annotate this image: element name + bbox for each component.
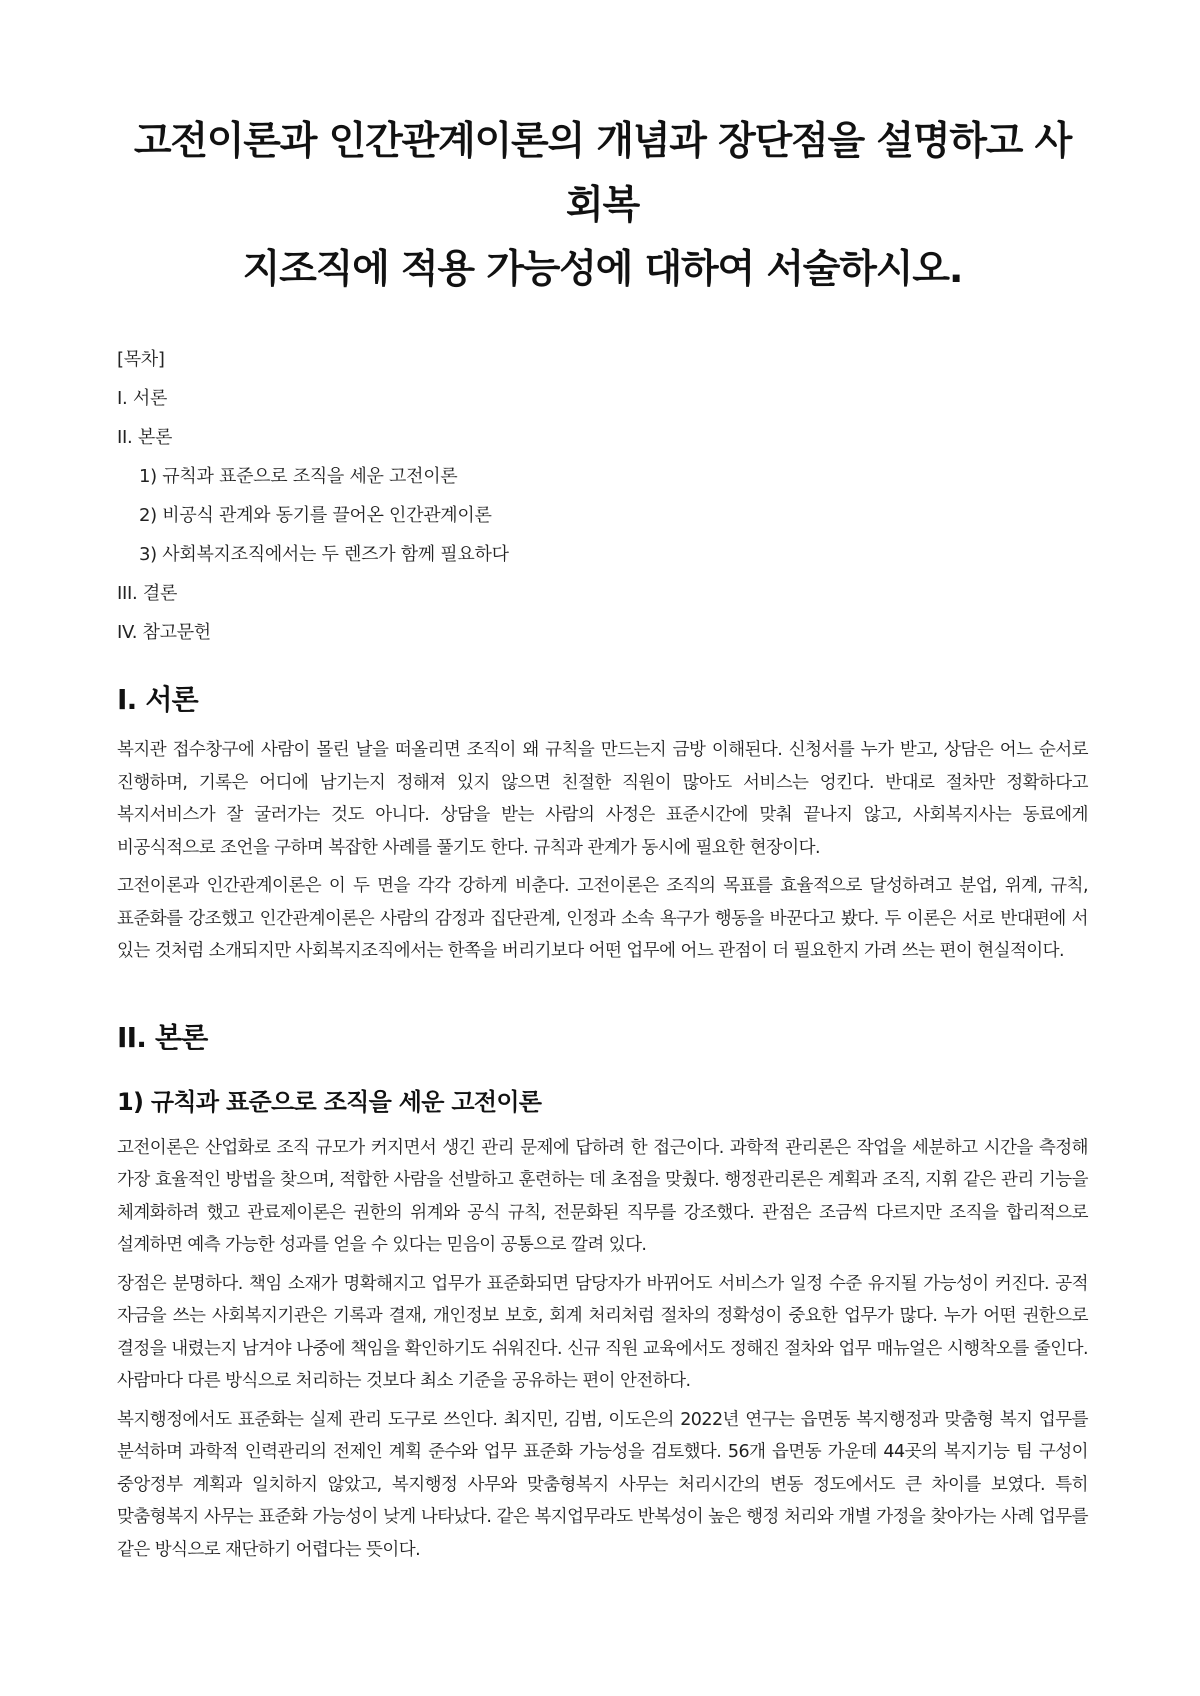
classical-paragraph-3: 복지행정에서도 표준화는 실제 관리 도구로 쓰인다. 최지민, 김범, 이도은의 2022년 연구는 읍면동 복지행정과 맞춤형 복지 업무를 분석하며 과학적 인력관리의 전제인 계획 준수와 업무 표준화 가능성을 검토했다. 56개 읍면동 가운데 44곳의 복지기능 팀 구성이 중앙정부 계획과 일치하지 않았고, 복지행정 사무와 맞춤형복지 사무는 처리시간의 변동 정도에서도 큰 차이를 보였다. 특히 맞춤형복지 사무는 표준화 가능성이 낮게 나타났다. 같은 복지업무라도 반복성이 높은 행정 처리와 개별 가정을 찾아가는 사례 업무를 같은 방식으로 재단하기 어렵다는 뜻이다. bbox=[117, 1409, 1088, 1560]
classical-paragraph-2: 장점은 분명하다. 책임 소재가 명확해지고 업무가 표준화되면 담당자가 바뀌어도 서비스가 일정 수준 유지될 가능성이 커진다. 공적 자금을 쓰는 사회복지기관은 기록과 결재, 개인정보 보호, 회계 처리처럼 절차의 정확성이 중요한 업무가 많다. 누가 어떤 권한으로 결정을 내렸는지 남겨야 나중에 책임을 확인하기도 쉬워진다. 신규 직원 교육에서도 정해진 절차와 업무 매뉴얼은 시행착오를 줄인다. 사람마다 다른 방식으로 처리하는 것보다 최소 기준을 공유하는 편이 안전하다. bbox=[117, 1273, 1088, 1391]
toc-item-intro: I. 서론 bbox=[117, 388, 168, 409]
section-heading-body: II. 본론 bbox=[117, 1020, 208, 1054]
toc-item-body-1: 1) 규칙과 표준으로 조직을 세운 고전이론 bbox=[139, 466, 458, 487]
toc-item-body-3: 3) 사회복지조직에서는 두 렌즈가 함께 필요하다 bbox=[139, 544, 509, 565]
intro-paragraph-2: 고전이론과 인간관계이론은 이 두 면을 각각 강하게 비춘다. 고전이론은 조직의 목표를 효율적으로 달성하려고 분업, 위계, 규칙, 표준화를 강조했고 인간관계이론은 사람의 감정과 집단관계, 인정과 소속 욕구가 행동을 바꾼다고 봤다. 두 이론은 서로 반대편에 서 있는 것처럼 소개되지만 사회복지조직에서는 한쪽을 버리기보다 어떤 업무에 어느 관점이 더 필요한지 가려 쓰는 편이 현실적이다. bbox=[117, 876, 1088, 961]
toc-heading: [목차] bbox=[117, 349, 165, 370]
document-title bbox=[117, 110, 1088, 302]
section-spacer bbox=[117, 974, 1088, 996]
table-of-contents bbox=[117, 340, 1088, 652]
toc-item-body-2: 2) 비공식 관계와 동기를 끌어온 인간관계이론 bbox=[139, 505, 492, 526]
classical-paragraph-1: 고전이론은 산업화로 조직 규모가 커지면서 생긴 관리 문제에 답하려 한 접근이다. 과학적 관리론은 작업을 세분하고 시간을 측정해 가장 효율적인 방법을 찾으며, 적합한 사람을 선발하고 훈련하는 데 초점을 맞췄다. 행정관리론은 계획과 조직, 지휘 같은 관리 기능을 체계화하려 했고 관료제이론은 권한의 위계와 공식 규칙, 전문화된 직무를 강조했다. 관점은 조금씩 다르지만 조직을 합리적으로 설계하면 예측 가능한 성과를 얻을 수 있다는 믿음이 공통으로 깔려 있다. bbox=[117, 1137, 1088, 1255]
section-heading-intro: I. 서론 bbox=[117, 683, 198, 716]
toc-item-references: IV. 참고문헌 bbox=[117, 622, 211, 643]
intro-paragraph-1: 복지관 접수창구에 사람이 몰린 날을 떠올리면 조직이 왜 규칙을 만드는지 금방 이해된다. 신청서를 누가 받고, 상담은 어느 순서로 진행하며, 기록은 어디에 남기는지 정해져 있지 않으면 친절한 직원이 많아도 서비스는 엉킨다. 반대로 절차만 정확하다고 복지서비스가 잘 굴러가는 것도 아니다. 상담을 받는 사람의 사정은 표준시간에 맞춰 끝나지 않고, 사회복지사는 동료에게 비공식적으로 조언을 구하며 복잡한 사례를 풀기도 한다. 규칙과 관계가 동시에 필요한 현장이다. bbox=[117, 740, 1088, 858]
document-title-line-1: 고전이론과 인간관계이론의 개념과 장단점을 설명하고 사회복 bbox=[133, 119, 1072, 228]
document-title-line-2: 지조직에 적용 가능성에 대하여 서술하시오. bbox=[242, 247, 963, 292]
subsection-heading-classical-theory: 1) 규칙과 표준으로 조직을 세운 고전이론 bbox=[117, 1087, 542, 1116]
toc-item-conclusion: III. 결론 bbox=[117, 583, 178, 604]
toc-item-body: II. 본론 bbox=[117, 427, 173, 448]
